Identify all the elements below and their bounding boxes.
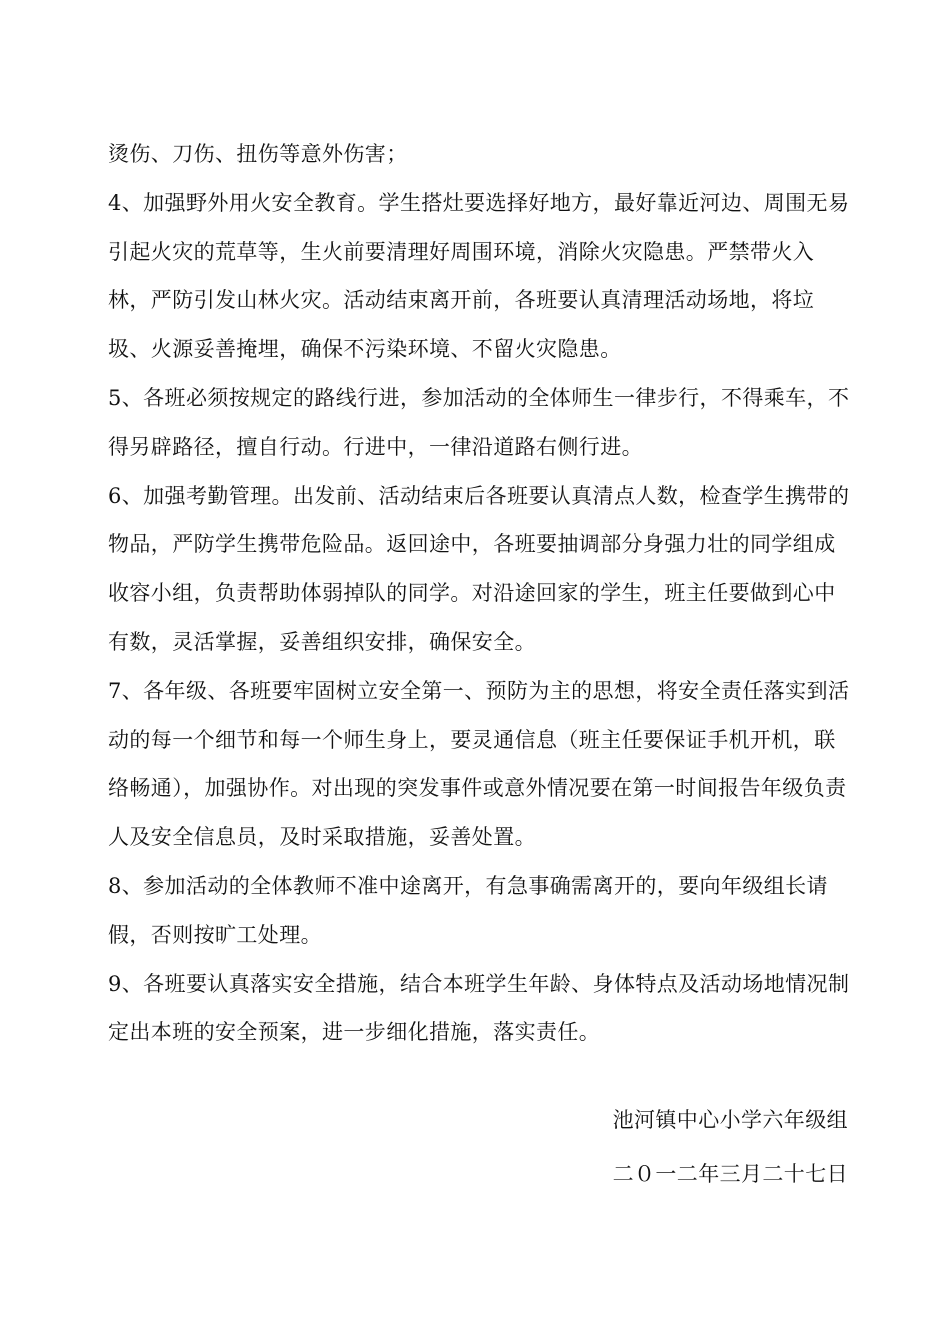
- paragraph-item-6: 6、加强考勤管理。出发前、活动结束后各班要认真清点人数，检查学生携带的物品，严防学生携带危险品。返回途中，各班要抽调部分身强力壮的同学组成收容小组，负责帮助体弱掉队的同学。对沿途回家的学生，班主任要做到心中有数，灵活掌握，妥善组织安排，确保安全。: [108, 483, 850, 654]
- paragraph-item-7: 7、各年级、各班要牢固树立安全第一、预防为主的思想，将安全责任落实到活动的每一个细节和每一个师生身上，要灵通信息（班主任要保证手机开机，联络畅通），加强协作。对出现的突发事件或意外情况要在第一时间报告年级负责人及安全信息员，及时采取措施，妥善处置。: [108, 678, 850, 850]
- paragraph-item-5: 5、各班必须按规定的路线行进，参加活动的全体师生一律步行，不得乘车，不得另辟路径，擅自行动。行进中，一律沿道路右侧行进。: [108, 385, 850, 459]
- signature-block: [613, 1093, 848, 1201]
- paragraph-continuation: 烫伤、刀伤、扭伤等意外伤害；: [108, 142, 408, 166]
- paragraph-item-8: 8、参加活动的全体教师不准中途离开，有急事确需离开的，要向年级组长请假，否则按旷工处理。: [108, 873, 828, 947]
- signature-organization: 池河镇中心小学六年级组: [612, 1108, 848, 1132]
- document-body: [108, 130, 853, 1057]
- signature-date: 二０一二年三月二十七日: [612, 1162, 848, 1186]
- paragraph-item-4: 4、加强野外用火安全教育。学生搭灶要选择好地方，最好靠近河边、周围无易引起火灾的荒草等，生火前要清理好周围环境，消除火灾隐患。严禁带火入林，严防引发山林火灾。活动结束离开前，各班要认真清理活动场地，将垃圾、火源妥善掩埋，确保不污染环境、不留火灾隐患。: [108, 190, 850, 362]
- paragraph-item-9: 9、各班要认真落实安全措施，结合本班学生年龄、身体特点及活动场地情况制定出本班的安全预案，进一步细化措施，落实责任。: [108, 971, 850, 1045]
